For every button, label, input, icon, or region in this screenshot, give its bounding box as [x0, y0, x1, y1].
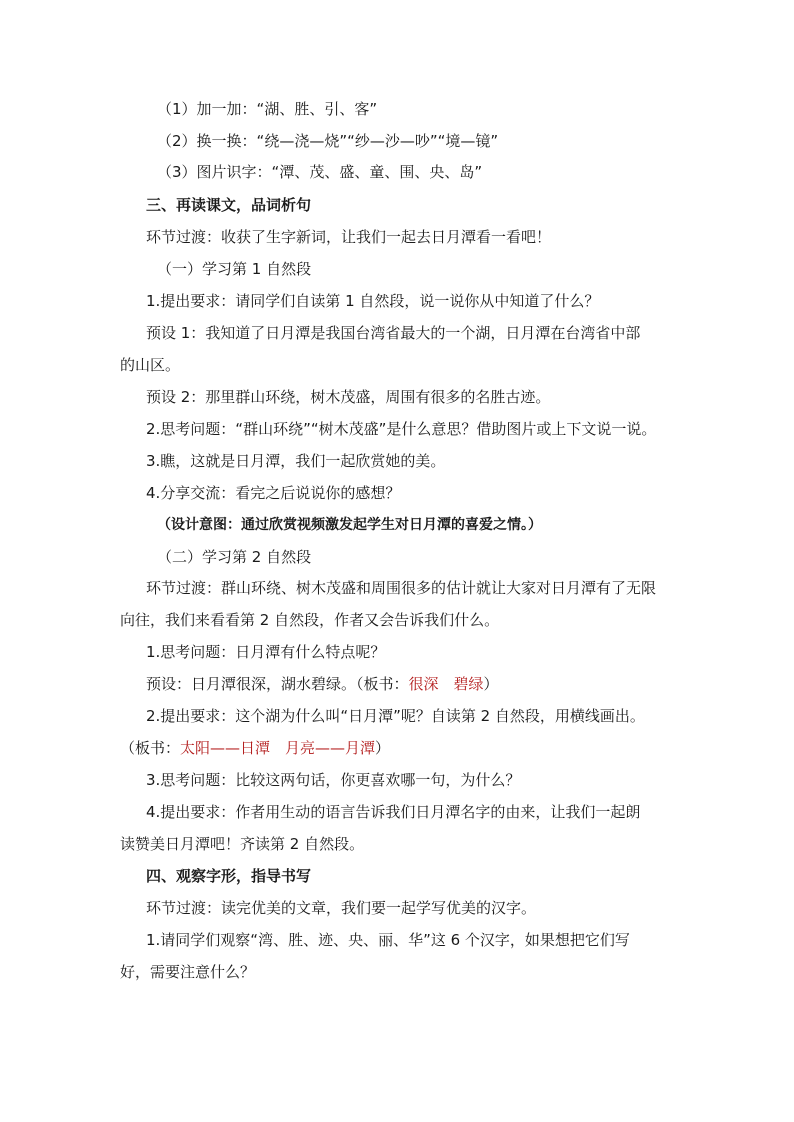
text-segment: ）: [375, 739, 391, 757]
subsection-heading: （二）学习第 2 自然段: [157, 548, 312, 566]
text-line: 环节过渡：收获了生字新词，让我们一起去日月潭看一看吧！: [146, 228, 552, 246]
text-line: [146, 674, 726, 694]
text-line: 3.思考问题：比较这两句话，你更喜欢哪一句，为什么？: [146, 771, 521, 789]
text-line: （3）图片识字：“潭、茂、盛、童、围、央、岛”: [157, 163, 483, 181]
text-line: 1.思考问题：日月潭有什么特点呢？: [146, 643, 386, 661]
text-line: 好，需要注意什么？: [120, 963, 256, 981]
subsection-heading: （一）学习第 1 自然段: [157, 260, 312, 278]
text-segment: （板书：: [120, 739, 181, 757]
text-line: 1.请同学们观察“湾、胜、迹、央、丽、华”这 6 个汉字，如果想把它们写: [146, 931, 630, 949]
text-line: 预设 2：那里群山环绕，树木茂盛，周围有很多的名胜古迹。: [146, 388, 551, 406]
text-line: 4.分享交流：看完之后说说你的感想？: [146, 484, 401, 502]
board-writing: 很深 碧绿: [408, 675, 484, 693]
text-line: 3.瞧，这就是日月潭，我们一起欣赏她的美。: [146, 452, 446, 470]
text-segment: 预设：日月潭很深，湖水碧绿。（板书：: [146, 675, 409, 693]
text-line: 4.提出要求：作者用生动的语言告诉我们日月潭名字的由来，让我们一起朗: [146, 803, 641, 821]
section-heading: 三、再读课文，品词析句: [146, 196, 312, 214]
section-heading: 四、观察字形，指导书写: [146, 867, 312, 885]
text-line: 2.提出要求：这个湖为什么叫“日月潭”呢？自读第 2 自然段，用横线画出。: [146, 707, 645, 725]
text-line: 预设 1：我知道了日月潭是我国台湾省最大的一个湖，日月潭在台湾省中部: [146, 324, 641, 342]
text-line: （1）加一加：“湖、胜、引、客”: [157, 100, 378, 118]
design-intent-note: （设计意图：通过欣赏视频激发起学生对日月潭的喜爱之情。）: [157, 517, 542, 533]
text-line: 读赞美日月潭吧！齐读第 2 自然段。: [120, 835, 365, 853]
text-line: 向往，我们来看看第 2 自然段，作者又会告诉我们什么。: [120, 611, 500, 629]
text-line: 2.思考问题：“群山环绕”“树木茂盛”是什么意思？借助图片或上下文说一说。: [146, 420, 657, 438]
text-segment: ）: [483, 675, 499, 693]
text-line: 环节过渡：群山环绕、树木茂盛和周围很多的估计就让大家对日月潭有了无限: [146, 579, 657, 597]
text-line: [120, 738, 700, 758]
text-line: 环节过渡：读完优美的文章，我们要一起学写优美的汉字。: [146, 899, 537, 917]
text-line: （2）换一换：“绕—浇—烧”“纱—沙—吵”“境—镜”: [157, 132, 499, 150]
board-writing: 太阳——日潭 月亮——月潭: [180, 739, 376, 757]
text-line: 1.提出要求：请同学们自读第 1 自然段，说一说你从中知道了什么？: [146, 292, 600, 310]
text-line: 的山区。: [120, 356, 181, 374]
